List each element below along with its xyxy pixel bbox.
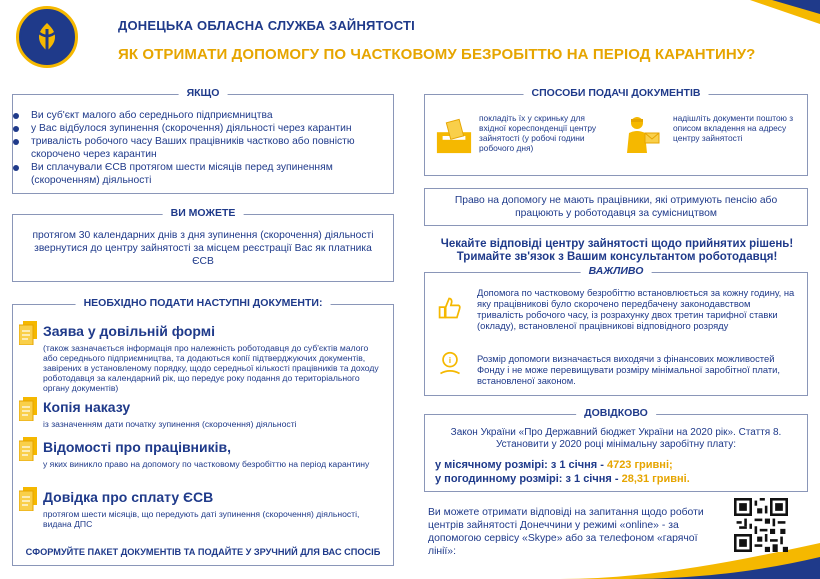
documents-label: НЕОБХІДНО ПОДАТИ НАСТУПНІ ДОКУМЕНТИ: bbox=[76, 297, 331, 309]
hourly-value: 28,31 гривні. bbox=[621, 473, 690, 485]
no-right-text: Право на допомогу не мають працівники, які отримують пенсію або працюють у роботодавця за сумісництвом bbox=[454, 195, 778, 219]
logo-emblem-icon bbox=[19, 9, 75, 65]
reference-section bbox=[424, 407, 808, 492]
if-section-label: ЯКЩО bbox=[179, 87, 228, 99]
if-conditions-list bbox=[13, 95, 393, 187]
document-description: протягом шести місяців, що передують даті зупинення (скорочення) діяльності, видана ДПС bbox=[43, 509, 360, 529]
document-title: Заява у довільній формі bbox=[43, 323, 216, 339]
monthly-label: у місячному розмірі: з 1 січня - bbox=[435, 459, 607, 471]
document-title: Копія наказу bbox=[43, 399, 131, 415]
page-title: ЯК ОТРИМАТИ ДОПОМОГУ ПО ЧАСТКОВОМУ БЕЗРОБІТТЮ НА ПЕРІОД КАРАНТИНУ? bbox=[118, 46, 756, 63]
org-name: ДОНЕЦЬКА ОБЛАСНА СЛУЖБА ЗАЙНЯТОСТІ bbox=[118, 18, 415, 33]
wait-line-2: Тримайте зв'язок з Вашим консультантом роботодавця! bbox=[456, 251, 778, 263]
important-section bbox=[424, 265, 808, 396]
wait-line-1: Чекайте відповіді центру зайнятості щодо прийнятих рішень! bbox=[440, 238, 794, 250]
service-logo bbox=[16, 6, 78, 68]
important-item-2: Розмір допомоги визначається виходячи з фінансових можливостей Фонду і не може перевищувати розміру мінімальної заробітної плати, встановленої законом. bbox=[477, 353, 780, 386]
hourly-label: у погодинному розмірі: з 1 січня - bbox=[435, 473, 622, 485]
documents-footer: СФОРМУЙТЕ ПАКЕТ ДОКУМЕНТІВ ТА ПОДАЙТЕ У ЗРУЧНИЙ ДЛЯ ВАС СПОСІБ bbox=[25, 547, 381, 557]
document-title: Відомості про працівників, bbox=[43, 439, 232, 455]
online-info: Ви можете отримати відповіді на запитання щодо роботи центрів зайнятості Донеччини у режимі «online» - за допомогою сервісу «Skype» або за телефоном «гарячої лінії»: bbox=[428, 507, 704, 557]
you-can-text: протягом 30 календарних днів з дня зупинення (скорочення) діяльності звернутися до центру зайнятості за місцем реєстрації Вас як платника ЄСВ bbox=[32, 230, 374, 267]
reference-label: ДОВІДКОВО bbox=[576, 407, 656, 419]
submission-label: СПОСОБИ ПОДАЧІ ДОКУМЕНТІВ bbox=[524, 87, 709, 99]
document-icon bbox=[19, 487, 39, 511]
list-item: тривалість робочого часу Ваших працівників частково або повністю скорочено через карантин bbox=[27, 135, 383, 161]
document-description: із зазначенням дати початку зупинення (скорочення) діяльності bbox=[43, 419, 297, 429]
if-section bbox=[12, 87, 394, 194]
submission-dropbox-text: покладіть їх у скриньку для вхідної кореспонденції центру зайнятості (у робочі години робочого дня) bbox=[479, 113, 597, 153]
document-description: у яких виникло право на допомогу по частковому безробіттю на період карантину bbox=[43, 459, 370, 469]
documents-section bbox=[12, 297, 394, 566]
no-right-notice bbox=[424, 188, 808, 226]
info-hand-icon bbox=[437, 351, 463, 377]
corner-decoration bbox=[750, 0, 820, 24]
courier-icon bbox=[621, 115, 661, 155]
list-item: у Вас відбулося зупинення (скорочення) діяльності через карантин bbox=[27, 122, 383, 135]
submission-mail-text: надішліть документи поштою з описом вкладення на адресу центру зайнятості bbox=[673, 113, 794, 143]
svg-text:i: i bbox=[448, 355, 452, 366]
document-icon bbox=[19, 397, 39, 421]
qr-code-icon[interactable] bbox=[734, 498, 788, 552]
document-title: Довідка про сплату ЄСВ bbox=[43, 489, 214, 505]
document-description: (також зазначається інформація про належність роботодавця до суб'єктів малого або середнього підприємництва, та додаються копії підтверджуючих документів, завірених в установленому порядку, щодо середньої кількості працівників та доходу роботодавця за календарний рік, що передує року подання до територіального органу документів) bbox=[43, 343, 379, 393]
mailbox-icon bbox=[435, 117, 473, 155]
document-icon bbox=[19, 321, 39, 345]
important-label: ВАЖЛИВО bbox=[581, 265, 652, 277]
important-item-1: Допомога по частковому безробіттю встановлюється за кожну годину, на яку працівникові було скорочено передбачену законодавством тривалість робочого часу, із розрахунку двох третин тарифної ставки (окладу), встановленої працівникові відповідного розряду bbox=[477, 287, 795, 331]
list-item: Ви сплачували ЄСВ протягом шести місяців перед зупиненням (скороченням) діяльності bbox=[27, 161, 383, 187]
monthly-value: 4723 гривні; bbox=[606, 459, 673, 471]
document-icon bbox=[19, 437, 39, 461]
submission-section bbox=[424, 87, 808, 176]
list-item: Ви суб'єкт малого або середнього підприємництва bbox=[27, 109, 383, 122]
reference-monthly bbox=[435, 459, 673, 471]
reference-text: Закон України «Про Державний бюджет України на 2020 рік». Стаття 8. Установити у 2020 році мінімальну заробітну плату: bbox=[450, 427, 782, 450]
thumbs-up-icon bbox=[437, 295, 463, 321]
you-can-label: ВИ МОЖЕТЕ bbox=[163, 207, 244, 219]
reference-hourly bbox=[435, 473, 690, 485]
you-can-section bbox=[12, 207, 394, 282]
